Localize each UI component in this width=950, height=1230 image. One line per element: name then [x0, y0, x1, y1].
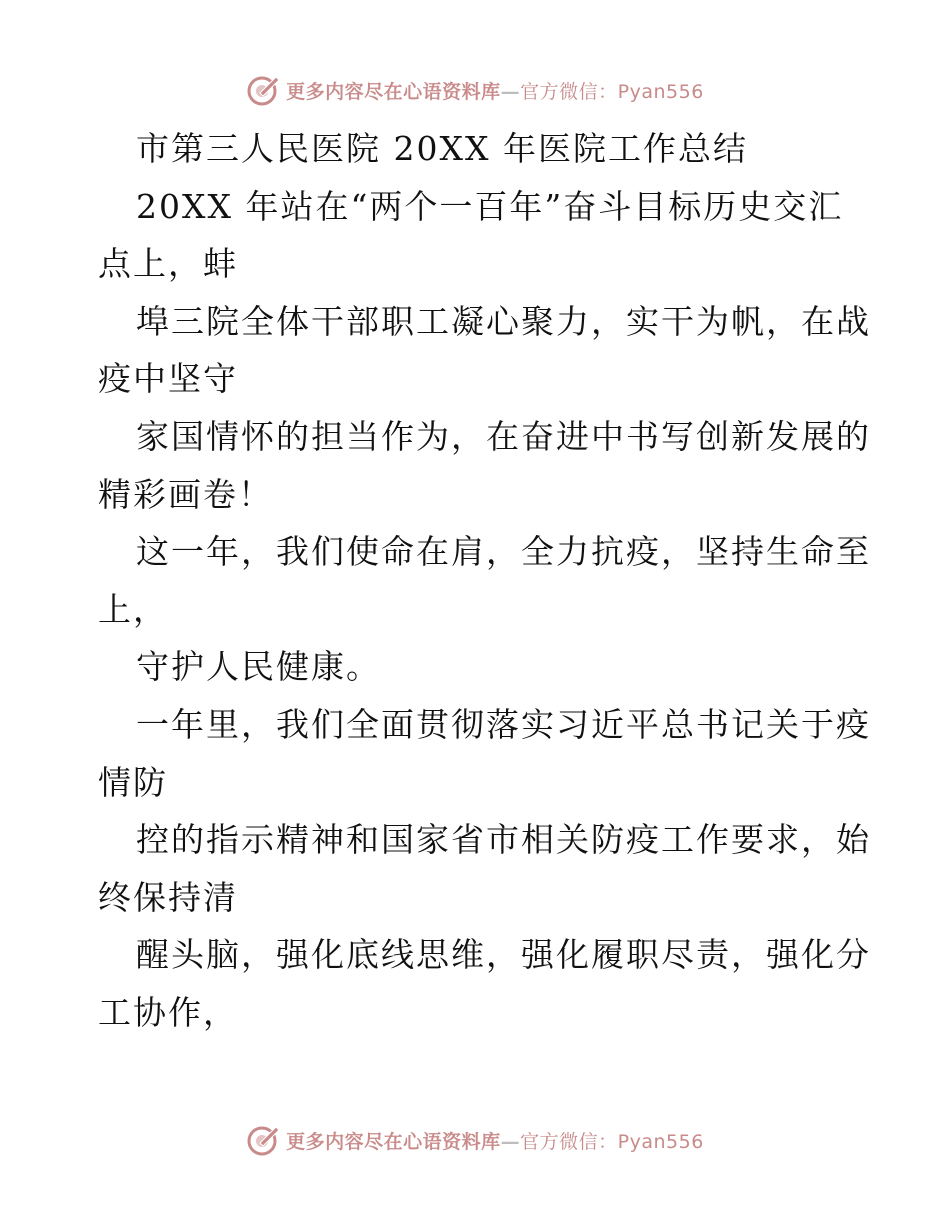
pen-circle-logo-icon	[246, 1123, 280, 1157]
doc-text-line: 一年里，我们全面贯彻落实习近平总书记关于疫	[136, 704, 871, 744]
watermark-wechat: 官方微信：Pyan556	[520, 1130, 704, 1153]
watermark-text	[286, 1127, 704, 1154]
doc-text-line: 点上，蚌	[98, 244, 238, 284]
doc-text-line: 醒头脑，强化底线思维，强化履职尽责，强化分	[136, 935, 871, 975]
document-body	[98, 120, 871, 1042]
doc-text-line: 20XX 年站在“两个一百年”奋斗目标历史交汇	[136, 186, 844, 226]
doc-title-line: 市第三人民医院 20XX 年医院工作总结	[136, 129, 748, 168]
header-watermark-banner	[0, 70, 950, 110]
doc-text-line: 守护人民健康。	[136, 647, 381, 687]
watermark-slogan: 更多内容尽在心语资料库	[286, 1130, 501, 1153]
doc-text-line: 情防	[98, 762, 168, 802]
doc-text-line: 疫中坚守	[98, 359, 238, 399]
doc-text-line: 埠三院全体干部职工凝心聚力，实干为帆，在战	[136, 301, 871, 341]
footer-watermark-banner	[0, 1120, 950, 1160]
doc-text-line: 上，	[98, 589, 168, 629]
watermark-text	[286, 77, 704, 104]
watermark-dash: —	[500, 1130, 521, 1153]
watermark-wechat: 官方微信：Pyan556	[520, 80, 704, 103]
doc-text-line: 这一年，我们使命在肩，全力抗疫，坚持生命至	[136, 532, 871, 572]
doc-text-line: 精彩画卷！	[98, 474, 273, 514]
doc-text-line: 终保持清	[98, 877, 238, 917]
pen-circle-logo-icon	[246, 73, 280, 107]
doc-text-line: 控的指示精神和国家省市相关防疫工作要求，始	[136, 820, 871, 860]
doc-text-line: 工协作，	[98, 992, 238, 1032]
watermark-slogan: 更多内容尽在心语资料库	[286, 80, 501, 103]
doc-text-line: 家国情怀的担当作为，在奋进中书写创新发展的	[136, 416, 871, 456]
watermark-dash: —	[500, 80, 521, 103]
